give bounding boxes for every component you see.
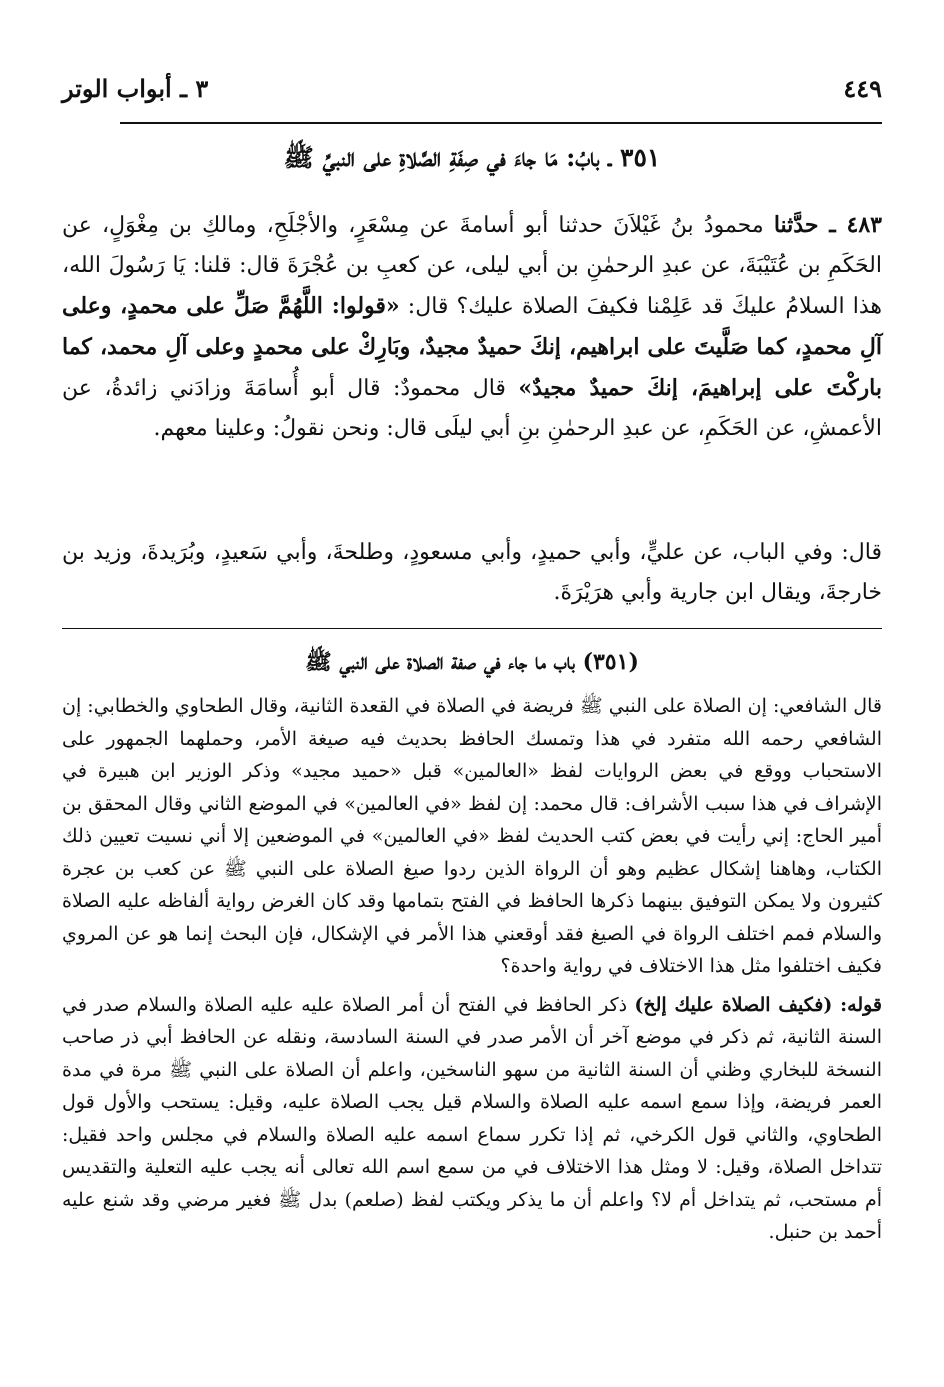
commentary-paragraph-2: [62, 989, 882, 1249]
page-number: ٤٤٩: [843, 73, 882, 103]
commentary-paragraph-1: قال الشافعي: إن الصلاة على النبي ﷺ فريضة في الصلاة في القعدة الثانية، وقال الطحاوي والخطابي: إن الشافعي رحمه الله متفرد في هذا وتمسك الحافظ بحديث فيه صيغة الأمر، وحملهما الجمهور على الاستحباب ووقع في بعض الروايات لفظ «العالمين» قبل «حميد مجيد» وذكر الوزير ابن هبيرة في الإشراف في هذا سبب الأشراف: قال محمد: إن لفظ «في العالمين» في الموضع الثاني وقال المحقق بن أمير الحاج: إني رأيت في بعض كتب الحديث لفظ «في العالمين» في الموضعين إلا أني نسيت تعيين ذلك الكتاب، وهاهنا إشكال عظيم وهو أن الرواة الذين ردوا صيغ الصلاة على النبي ﷺ عن كعب بن عجرة كثيرون ولا يمكن التوفيق بينهما ذكرها الحافظ في الفتح بتمامها وقد كان الغرض رواية ألفاظه عليه الصلاة والسلام فمم اختلف الرواة في الصيغ فقد أوقعني هذا الأمر في الإشكال، فإن البحث إنما هو عن المروي فكيف اختلفوا مثل هذا الاختلاف في رواية واحدة؟: [62, 695, 882, 977]
page-header: [62, 68, 882, 108]
hadith-matn: «قولوا: اللَّهُمَّ صَلِّ على محمدٍ، وعلى آلِ محمدٍ، كما صَلَّيتَ على ابراهيم، إنكَ حميدٌ مجيدٌ، وبَارِكْ على محمدٍ وعلى آلِ محمد، كما باركْتَ على إبراهيمَ، إنكَ حميدٌ مجيدٌ»: [62, 293, 882, 401]
qala-text: قال: وفي الباب، عن عليٍّ، وأبي حميدٍ، وأبي مسعودٍ، وطلحةَ، وأبي سَعيدٍ، وبُرَيدةَ، وزيد بن خارجةَ، ويقال ابن جارية وأبي هرَيْرَةَ.: [62, 540, 882, 605]
hadith-isnad: محمودُ بنُ غَيْلاَنَ حدثنا أبو أسامةَ عن مِسْعَرٍ، والأجْلَحِ، ومالكِ بن مِغْوَلٍ، عن الحَكَمِ بن عُتَيْبَةَ، عن عبدِ الرحمٰنِ بن أبي ليلى، عن كعبِ بن عُجْرَةَ قال: قلنا: يَا رَسُولَ الله، هذا السلامُ عليكَ قد عَلِمْنا فكيفَ الصلاة عليك؟ قال:: [62, 213, 882, 319]
commentary-block: [62, 690, 882, 1255]
hadith-continuation: قال محمودٌ: قال أبو أُسامَةَ وزادَني زائدةُ، عن الأعمشِ، عن الحَكَمِ، عن عبدِ الرحمٰنِ بنِ أبي ليلَى قال: ونحن نقولُ: وعلينا معهم.: [62, 376, 882, 441]
hadith-paragraph: [62, 205, 882, 449]
commentary-rule: [62, 628, 882, 629]
hadith-number: ٤٨٣ ـ حدَّثنا: [773, 212, 882, 238]
commentary-title: (٣٥١) باب ما جاء في صفة الصلاة على النبي ﷺ: [305, 649, 639, 675]
hadith-block: [62, 205, 882, 449]
commentary-paragraph-2-text: ذكر الحافظ في الفتح أن أمر الصلاة عليه عليه الصلاة والسلام صدر في السنة الثانية، ثم ذكر في موضع آخر أن الأمر صدر في السنة السادسة، ونقله عن الحافظ أبي ذر صاحب النسخة للبخاري وظني أن السنة الثانية من سهو الناسخين، واعلم أن الصلاة على النبي ﷺ مرة في مدة العمر فريضة، وإذا سمع اسمه عليه الصلاة والسلام قيل يجب الصلاة عليه، وقيل: يستحب والأول قول الطحاوي، والثاني قول الكرخي، ثم إذا تكرر سماع اسمه عليه الصلاة والسلام في مجلس واحد فقيل: تتداخل الصلاة، وقيل: لا ومثل هذا الاختلاف في من سمع اسم الله تعالى أنه يجب عليه التعلية والتقديس أم مستحب، ثم يتداخل أم لا؟ واعلم أن ما يذكر ويكتب لفظ (صلعم) بدل ﷺ فغير مرضي وقد شنع عليه أحمد بن حنبل.: [62, 993, 882, 1243]
running-title: ٣ ـ أبواب الوتر: [62, 73, 209, 103]
chapter-title: ٣٥١ ـ بابُ: مَا جاءَ في صِفَةِ الصَّلاةِ على النبيِّ ﷺ: [283, 143, 661, 172]
qala-block: [62, 533, 882, 613]
header-rule: [120, 122, 882, 124]
commentary-lemma: قوله: (فكيف الصلاة عليك إلخ): [634, 993, 883, 1016]
